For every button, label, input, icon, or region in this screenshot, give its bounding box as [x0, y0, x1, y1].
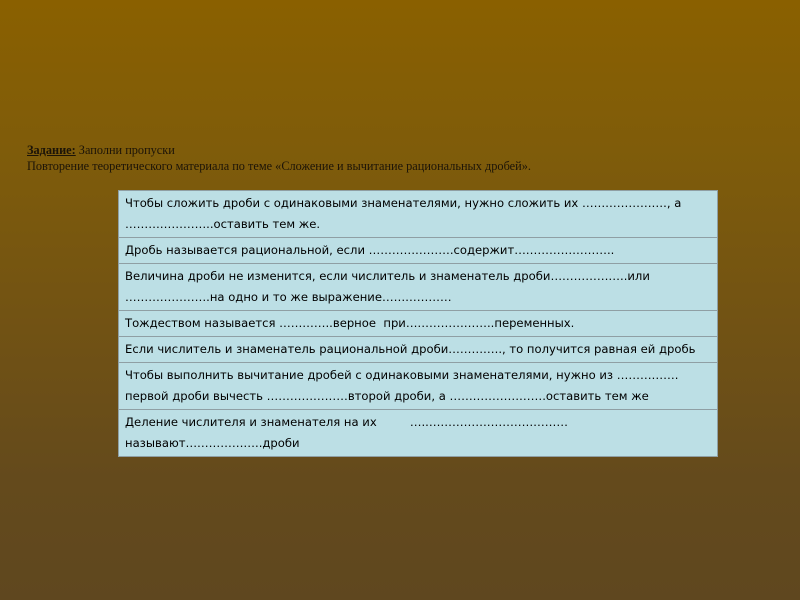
table-row — [119, 363, 718, 410]
table-row — [119, 191, 718, 238]
task-block — [27, 142, 767, 174]
fill-in-table — [118, 190, 718, 457]
table-row — [119, 264, 718, 311]
task-instruction: Заполни пропуски — [75, 143, 175, 157]
table-row — [119, 337, 718, 363]
table-cell: Дробь называется рациональной, если ………………….содержит…………………….. — [119, 238, 718, 264]
task-heading — [27, 142, 767, 158]
table-cell: Чтобы выполнить вычитание дробей с одинаковыми знаменателями, нужно из ……………. первой дроби вычесть …………………второй дроби, а …………………….оставить тем же — [119, 363, 718, 410]
task-subtitle: Повторение теоретического материала по теме «Сложение и вычитание рациональных дробей». — [27, 159, 531, 173]
table-cell: Тождеством называется …………..верное при…………………..переменных. — [119, 311, 718, 337]
table-row — [119, 410, 718, 457]
table-cell: Если числитель и знаменатель рациональной дроби………….., то получится равная ей дробь — [119, 337, 718, 363]
table-cell: Деление числителя и знаменателя на их …..……………………………… называют………………..дроби — [119, 410, 718, 457]
table-cell: Величина дроби не изменится, если числитель и знаменатель дроби………………..или ………………….на одно и то же выражение……………… — [119, 264, 718, 311]
table-row — [119, 238, 718, 264]
table-row — [119, 311, 718, 337]
table-cell: Чтобы сложить дроби с одинаковыми знаменателями, нужно сложить их …………………., а …………………..оставить тем же. — [119, 191, 718, 238]
task-label: Задание: — [27, 143, 76, 157]
